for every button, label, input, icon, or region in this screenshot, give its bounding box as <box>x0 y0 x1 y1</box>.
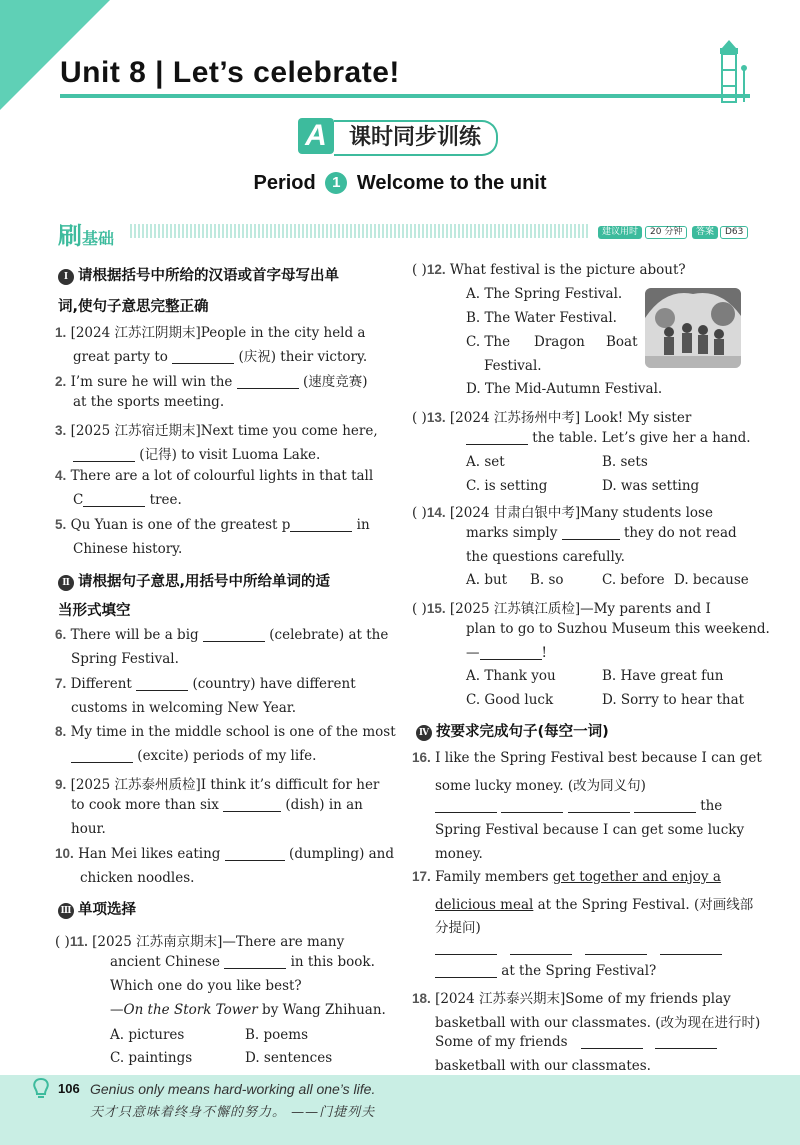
q13-line2: the table. Let’s give her a hand. <box>466 430 751 446</box>
q13-line1: ( )13. [2024 江苏扬州中考] Look! My sister <box>412 410 692 426</box>
answer-blank[interactable] <box>225 846 285 861</box>
section-1-heading-cont: 词,使句子意思完整正确 <box>58 299 209 315</box>
answer-blank[interactable] <box>435 940 497 955</box>
q17-line4 <box>435 940 722 956</box>
q2-line2: at the sports meeting. <box>73 394 225 410</box>
answer-label: 答案 <box>692 226 718 239</box>
answer-blank[interactable] <box>510 940 572 955</box>
answer-blank[interactable] <box>585 940 647 955</box>
answer-paren[interactable]: ( ) <box>412 410 427 426</box>
answer-blank[interactable] <box>73 447 135 462</box>
roman-numeral: Ⅲ <box>58 903 74 919</box>
answer-blank[interactable] <box>435 798 497 813</box>
q14-option-b[interactable]: B. so <box>530 572 564 588</box>
section-hatch <box>130 224 590 238</box>
q5-line1: 5. Qu Yuan is one of the greatest p in <box>55 517 370 533</box>
q15-line1: ( )15. [2025 江苏镇江质检]—My parents and I <box>412 601 711 617</box>
q13-option-c[interactable]: C. is setting <box>466 478 548 494</box>
answer-paren[interactable]: ( ) <box>412 601 427 617</box>
q10-line1: 10. Han Mei likes eating (dumpling) and <box>55 846 395 862</box>
q11-line2: ancient Chinese in this book. <box>110 954 375 970</box>
answer-blank[interactable] <box>655 1034 717 1049</box>
answer-blank[interactable] <box>203 627 265 642</box>
q9-line1: 9. [2025 江苏泰州质检]I think it’s difficult for her <box>55 777 380 793</box>
q9-line2: to cook more than six (dish) in an <box>71 797 363 813</box>
q17-line2: delicious meal at the Spring Festival. (对画线部 <box>435 897 754 913</box>
answer-blank[interactable] <box>224 954 286 969</box>
section-1-heading: Ⅰ 请根据括号中所给的汉语或首字母写出单 <box>58 264 339 285</box>
quote-english: Genius only means hard-working all one’s life. <box>90 1081 376 1097</box>
q16-line4: Spring Festival because I can get some lucky <box>435 822 745 838</box>
roman-numeral: Ⅰ <box>58 269 74 285</box>
section-4-heading: Ⅳ 按要求完成句子(每空一词) <box>416 720 609 741</box>
q12-option-a[interactable]: A. The Spring Festival. <box>466 286 623 302</box>
answer-blank[interactable] <box>290 517 352 532</box>
answer-blank[interactable] <box>466 430 528 445</box>
q18-line1: 18. [2024 江苏泰兴期末]Some of my friends play <box>412 991 731 1007</box>
q11-option-a[interactable]: A. pictures <box>110 1027 185 1043</box>
q15-line2: plan to go to Suzhou Museum this weekend. <box>466 621 770 637</box>
answer-paren[interactable]: ( ) <box>412 505 427 521</box>
section-2-heading-cont: 当形式填空 <box>58 603 131 619</box>
q11-option-b[interactable]: B. poems <box>245 1027 308 1043</box>
q17-line3: 分提问) <box>435 920 481 936</box>
q14-option-d[interactable]: D. because <box>674 572 749 588</box>
time-label: 建议用时 <box>598 226 642 239</box>
answer-page: D63 <box>720 226 748 239</box>
q18-line4: basketball with our classmates. <box>435 1058 651 1074</box>
q2-line1: 2. I’m sure he will win the (速度竞赛) <box>55 374 368 390</box>
answer-blank[interactable] <box>634 798 696 813</box>
q5-line2: Chinese history. <box>73 541 183 557</box>
answer-paren[interactable]: ( ) <box>55 934 70 950</box>
q16-line3: the <box>435 798 722 814</box>
title-underline <box>60 94 750 98</box>
q4-line2: C tree. <box>73 492 182 508</box>
q8-line1: 8. My time in the middle school is one of the most <box>55 724 396 740</box>
q15-option-b[interactable]: B. Have great fun <box>602 668 724 684</box>
q12-option-c-cont: Festival. <box>484 358 542 374</box>
q13-option-d[interactable]: D. was setting <box>602 478 700 494</box>
answer-blank[interactable] <box>480 645 542 660</box>
banner-text: 课时同步训练 <box>334 120 498 156</box>
answer-blank[interactable] <box>172 349 234 364</box>
q18-line3: Some of my friends <box>435 1034 717 1050</box>
section-3-heading: Ⅲ 单项选择 <box>58 898 136 919</box>
section-brush-label <box>58 216 114 251</box>
answer-blank[interactable] <box>136 676 188 691</box>
q17-line5: at the Spring Festival? <box>435 963 656 979</box>
answer-blank[interactable] <box>71 748 133 763</box>
unit-title: Unit 8 | Let’s celebrate! <box>60 56 400 89</box>
festival-picture <box>645 288 741 368</box>
q14-line1: ( )14. [2024 甘肃白银中考]Many students lose <box>412 505 713 521</box>
answer-blank[interactable] <box>83 492 145 507</box>
brush-sub: 基础 <box>82 229 115 248</box>
page-number: 106 <box>58 1081 80 1096</box>
answer-blank[interactable] <box>581 1034 643 1049</box>
q15-option-a[interactable]: A. Thank you <box>466 668 556 684</box>
q15-option-d[interactable]: D. Sorry to hear that <box>602 692 745 708</box>
lesson-banner <box>290 118 510 156</box>
q16-line5: money. <box>435 846 483 862</box>
period-prefix: Period <box>253 172 316 194</box>
period-name: Welcome to the unit <box>356 172 547 194</box>
q12-option-b[interactable]: B. The Water Festival. <box>466 310 617 326</box>
answer-paren[interactable]: ( ) <box>412 262 427 278</box>
q18-line2: basketball with our classmates. (改为现在进行时) <box>435 1015 761 1031</box>
lighthouse-icon <box>700 40 760 104</box>
section-2-heading: Ⅱ 请根据句子意思,用括号中所给单词的适 <box>58 570 330 591</box>
q14-option-c[interactable]: C. before <box>602 572 665 588</box>
q8-line2: (excite) periods of my life. <box>71 748 316 764</box>
q11-option-d[interactable]: D. sentences <box>245 1050 333 1066</box>
q3-line2: (记得) to visit Luoma Lake. <box>73 443 320 463</box>
brush-char: 刷 <box>58 222 82 250</box>
q12-option-c[interactable]: C. The Dragon Boat <box>466 334 638 350</box>
quote-chinese: 天才只意味着终身不懈的努力。 ——门捷列夫 <box>90 1105 376 1120</box>
q4-line1: 4. There are a lot of colourful lights in that tall <box>55 468 374 484</box>
period-title <box>0 172 800 195</box>
q10-line2: chicken noodles. <box>80 870 195 886</box>
q11-line1: ( )11. [2025 江苏南京期末]—There are many <box>55 934 345 950</box>
answer-blank[interactable] <box>562 525 620 540</box>
q6-line2: Spring Festival. <box>71 651 179 667</box>
q1-line2: great party to (庆祝) their victory. <box>73 349 368 365</box>
q15-option-c[interactable]: C. Good luck <box>466 692 554 708</box>
q13-option-a[interactable]: A. set <box>466 454 505 470</box>
q11-line4: —On the Stork Tower by Wang Zhihuan. <box>110 1002 386 1018</box>
q14-option-a[interactable]: A. but <box>466 572 508 588</box>
lightbulb-icon <box>30 1077 52 1101</box>
q3-line1: 3. [2025 江苏宿迁期末]Next time you come here, <box>55 423 378 439</box>
page-footer <box>0 1075 800 1145</box>
roman-numeral: Ⅱ <box>58 575 74 591</box>
q7-line2: customs in welcoming New Year. <box>71 700 297 716</box>
q11-line3: Which one do you like best? <box>110 978 302 994</box>
answer-blank[interactable] <box>568 798 630 813</box>
roman-numeral: Ⅳ <box>416 725 432 741</box>
q7-line1: 7. Different (country) have different <box>55 676 356 692</box>
q12-line1: ( )12. What festival is the picture about? <box>412 262 686 278</box>
q14-line3: the questions carefully. <box>466 549 625 565</box>
period-number: 1 <box>325 172 347 194</box>
answer-blank[interactable] <box>660 940 722 955</box>
q12-option-d[interactable]: D. The Mid-Autumn Festival. <box>466 381 663 397</box>
q13-option-b[interactable]: B. sets <box>602 454 648 470</box>
q16-line1: 16. I like the Spring Festival best because I can get <box>412 750 762 766</box>
q14-line2: marks simply they do not read <box>466 525 737 541</box>
q1-line1: 1. [2024 江苏江阴期末]People in the city held a <box>55 325 366 341</box>
answer-blank[interactable] <box>223 797 281 812</box>
answer-blank[interactable] <box>435 963 497 978</box>
q15-line3: — ! <box>466 645 547 661</box>
q17-line1: 17. Family members get together and enjoy a <box>412 869 721 885</box>
time-value: 20 分钟 <box>645 226 687 239</box>
q9-line3: hour. <box>71 821 106 837</box>
q11-option-c[interactable]: C. paintings <box>110 1050 193 1066</box>
q6-line1: 6. There will be a big (celebrate) at the <box>55 627 389 643</box>
q16-line2: some lucky money. (改为同义句) <box>435 778 646 794</box>
banner-letter: A <box>298 118 334 154</box>
answer-blank[interactable] <box>501 798 563 813</box>
answer-blank[interactable] <box>237 374 299 389</box>
